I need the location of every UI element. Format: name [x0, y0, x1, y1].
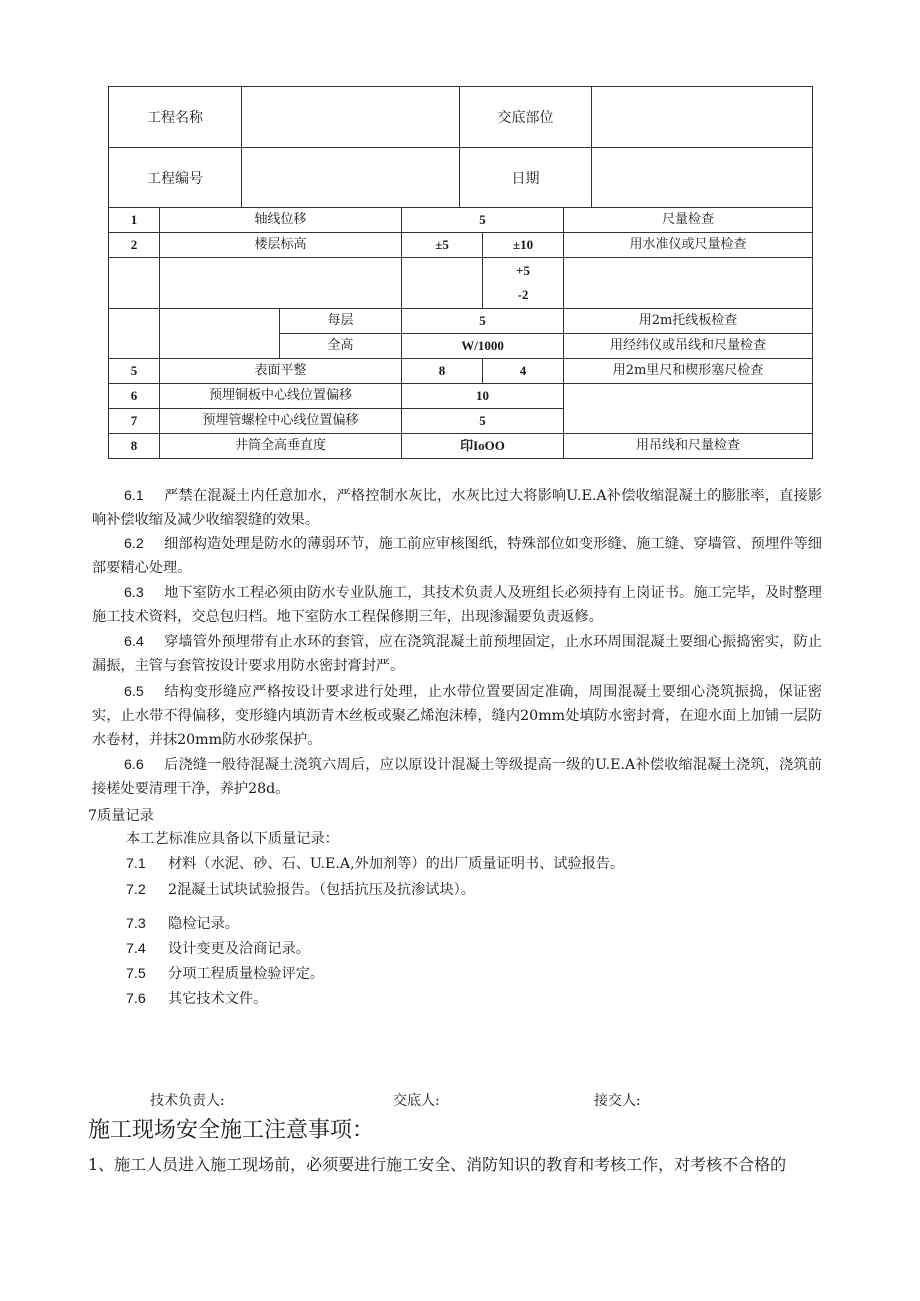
tech-lead-signature: 技术负责人: — [150, 1093, 225, 1109]
row-no: 1 — [109, 208, 160, 233]
section-7-intro: 本工艺标准应具备以下质量记录： — [126, 831, 339, 847]
handover-part-label: 交底部位 — [460, 87, 592, 148]
list-item: 7.1 材料（水泥、砂、石、U.E.A,外加剂等）的出厂质量证明书、试验报告。 — [126, 856, 625, 872]
handover-signature: 交底人: — [393, 1093, 440, 1109]
paragraph-6-5: 6.5 结构变形缝应严格按设计要求进行处理，止水带位置要固定准确，周围混凝土要细心浇筑振捣，保证密实，止水带不得偏移，变形缝内填沥青木丝板或聚乙烯泡沫棒，缝内20mm处填防水密封膏，在迎水面上加铺一层防水卷材，并抹20mm防水砂浆保护。 — [92, 684, 822, 748]
row-sub-item: 全高 — [280, 334, 402, 359]
row-value-2 — [483, 258, 564, 309]
row-value: 5 — [402, 208, 564, 233]
table-row — [109, 384, 813, 409]
row-sub-item: 每层 — [280, 309, 402, 334]
handover-part-value[interactable] — [592, 87, 813, 148]
table-row — [109, 258, 813, 309]
list-item: 7.5 分项工程质量检验评定。 — [126, 966, 325, 982]
row-method: 用2m托线板检查 — [564, 309, 813, 334]
paragraph-6-3: 6.3 地下室防水工程必须由防水专业队施工，其技术负责人及班组长必须持有上岗证书。施工完毕，及时整理施工技术资料，交总包归档。地下室防水工程保修期三年，出现渗漏要负责返修。 — [92, 585, 822, 625]
row-value: 5 — [402, 309, 564, 334]
paragraph-6-4: 6.4 穿墙管外预埋带有止水环的套管，应在浇筑混凝土前预埋固定，止水环周围混凝土要细心振捣密实，防止漏振，主管与套管按设计要求用防水密封膏封严。 — [92, 634, 822, 674]
row-item: 楼层标高 — [160, 233, 402, 258]
row-item: 轴线位移 — [160, 208, 402, 233]
row-no: 6 — [109, 384, 160, 409]
safety-line-1: 1、施工人员进入施工现场前，必须要进行施工安全、消防知识的教育和考核工作，对考核不合格的 — [88, 1155, 787, 1174]
row-method: 用2m里尺和楔形塞尺检查 — [564, 359, 813, 384]
date-label: 日期 — [460, 148, 592, 208]
row-value: 10 — [402, 384, 564, 409]
paragraph-6-6: 6.6 后浇缝一般待混凝土浇筑六周后，应以原设计混凝土等级提高一级的U.E.A补偿收缩混凝土浇筑，浇筑前接槎处要清理干净，养护28d。 — [92, 757, 822, 797]
date-value[interactable] — [592, 148, 813, 208]
row-value: 8 — [402, 359, 483, 384]
paragraph-6-2: 6.2 细部构造处理是防水的薄弱环节，施工前应审核图纸，特殊部位如变形缝、施工缝、穿墙管、预埋件等细部要精心处理。 — [92, 536, 822, 576]
table-row — [109, 233, 813, 258]
row-value: 印IoOO — [402, 434, 564, 459]
row-method: 用吊线和尺量检查 — [564, 434, 813, 459]
row-item: 预埋铜板中心线位置偏移 — [160, 384, 402, 409]
table-row — [109, 359, 813, 384]
list-item: 7.4 设计变更及洽商记录。 — [126, 941, 310, 957]
row-value-2: 4 — [483, 359, 564, 384]
header-table — [108, 86, 813, 208]
section-7-title: 7质量记录 — [88, 808, 154, 824]
row-value: ±5 — [402, 233, 483, 258]
project-name-value[interactable] — [242, 87, 460, 148]
project-no-label: 工程编号 — [109, 148, 242, 208]
row-value: 5 — [402, 409, 564, 434]
list-item: 7.6 其它技术文件。 — [126, 991, 268, 1007]
row-no: 7 — [109, 409, 160, 434]
project-name-label: 工程名称 — [109, 87, 242, 148]
row-method: 尺量检查 — [564, 208, 813, 233]
row-no: 8 — [109, 434, 160, 459]
row-item: 预埋管螺栓中心线位置偏移 — [160, 409, 402, 434]
project-no-value[interactable] — [242, 148, 460, 208]
row-value-2: ±10 — [483, 233, 564, 258]
table-row — [109, 309, 813, 334]
row-item: 表面平整 — [160, 359, 402, 384]
minus-value: -2 — [517, 287, 529, 302]
tolerance-table — [108, 207, 813, 459]
table-row — [109, 208, 813, 233]
list-item: 7.3 隐检记录。 — [126, 916, 239, 932]
row-method: 用经纬仪或吊线和尺量检查 — [564, 334, 813, 359]
receiver-signature: 接交人: — [594, 1093, 641, 1109]
plus-value: +5 — [516, 263, 530, 278]
row-method: 用水准仪或尺量检查 — [564, 233, 813, 258]
row-no: 2 — [109, 233, 160, 258]
list-item: 7.2 2混凝土试块试验报告。（包括抗压及抗渗试块）。 — [126, 882, 475, 898]
row-item: 井筒全高垂直度 — [160, 434, 402, 459]
table-row — [109, 434, 813, 459]
row-no: 5 — [109, 359, 160, 384]
safety-title: 施工现场安全施工注意事项： — [88, 1118, 375, 1143]
row-value: W/1000 — [402, 334, 564, 359]
paragraph-6-1: 6.1 严禁在混凝土内任意加水，严格控制水灰比，水灰比过大将影响U.E.A补偿收缩混凝土的膨胀率，直接影响补偿收缩及减少收缩裂缝的效果。 — [92, 488, 822, 528]
